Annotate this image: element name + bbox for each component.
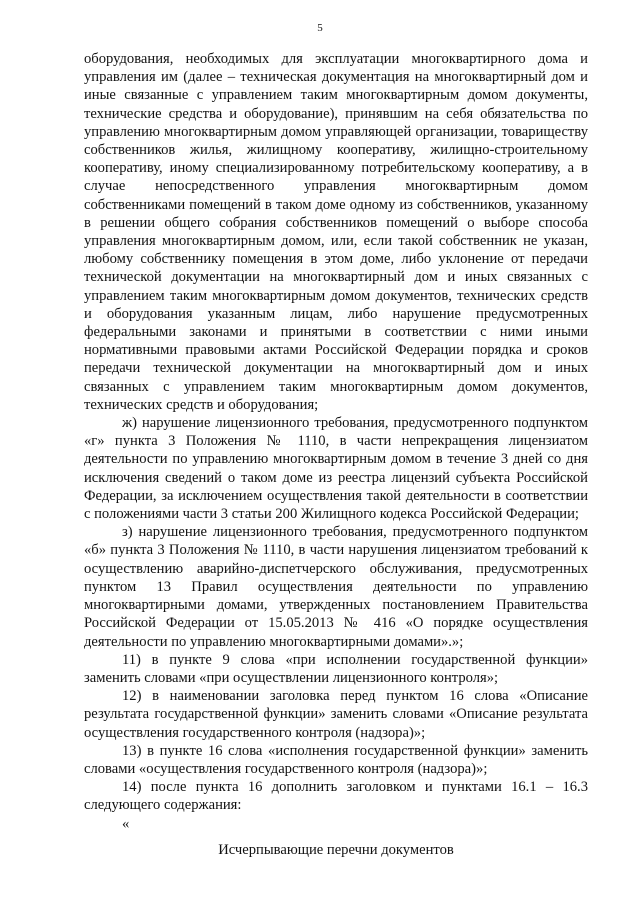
paragraph-item-12: 12) в наименовании заголовка перед пунктом 16 слова «Описание результата государственной функции» заменить словами «Описание результата осуществления государственного контроля (надзора)»;: [84, 688, 588, 741]
paragraph-item-z: з) нарушение лицензионного требования, предусмотренного подпунктом «б» пункта 3 Положения № 1110, в части нарушения лицензиатом требований к осуществлению аварийно-диспетчерского обслуживания, предусмотренных пунктом 13 Правил осуществления деятельности по управлению многоквартирными домами, утвержденных постановлением Правительства Российской Федерации от 15.05.2013 № 416 «О порядке осуществления деятельности по управлению многоквартирными домами».»;: [84, 524, 588, 650]
paragraph-item-14: 14) после пункта 16 дополнить заголовком и пунктами 16.1 – 16.3 следующего содержания:: [84, 779, 588, 814]
opening-quote-mark: «: [122, 815, 130, 832]
paragraph-item-13: 13) в пункте 16 слова «исполнения государственной функции» заменить словами «осуществления государственного контроля (надзора)»;: [84, 742, 588, 777]
paragraph-continuation: оборудования, необходимых для эксплуатации многоквартирного дома и управления им (далее – техническая документация на многоквартирный дом и иные связанные с управлением таким многоквартирным домом документы, технические средства и оборудование), принявшим на себя обязательства по управлению многоквартирным домом управляющей организации, товариществу собственников жилья, жилищному кооперативу, жилищно-строительному кооперативу, иному специализированному потребительскому кооперативу, а в случае непосредственного управления многоквартирным домом собственниками помещений в таком доме одному из собственников, указанному в решении общего собрания собственников помещений о выборе способа управления многоквартирным домом, или, если такой собственник не указан, любому собственнику помещения в этом доме, либо уклонение от передачи технической документации на многоквартирный дом и иных связанных с управлением таким многоквартирным домом документов, технических средств и оборудования указанным лицам, либо нарушение предусмотренных федеральными законами и принятыми в соответствии с ними иными нормативными правовыми актами Российской Федерации порядка и сроков передачи технической документации на многоквартирный дом и иных связанных с управлением таким многоквартирным домом документов, технических средств и оборудования;: [84, 51, 588, 413]
paragraph-item-11: 11) в пункте 9 слова «при исполнении государственной функции» заменить словами «при осуществлении лицензионного контроля»;: [84, 651, 588, 686]
paragraph-item-zh: ж) нарушение лицензионного требования, предусмотренного подпунктом «г» пункта 3 Положения № 1110, в части непрекращения лицензиатом деятельности по управлению многоквартирным домом в течение 3 дней со дня исключения сведений о таком доме из реестра лицензий субъекта Российской Федерации, за исключением осуществления такой деятельности в соответствии с положениями части 3 статьи 200 Жилищного кодекса Российской Федерации;: [84, 415, 588, 523]
section-heading: Исчерпывающие перечни документов: [218, 841, 454, 858]
document-body: [84, 50, 588, 859]
page-number: 5: [317, 22, 323, 34]
